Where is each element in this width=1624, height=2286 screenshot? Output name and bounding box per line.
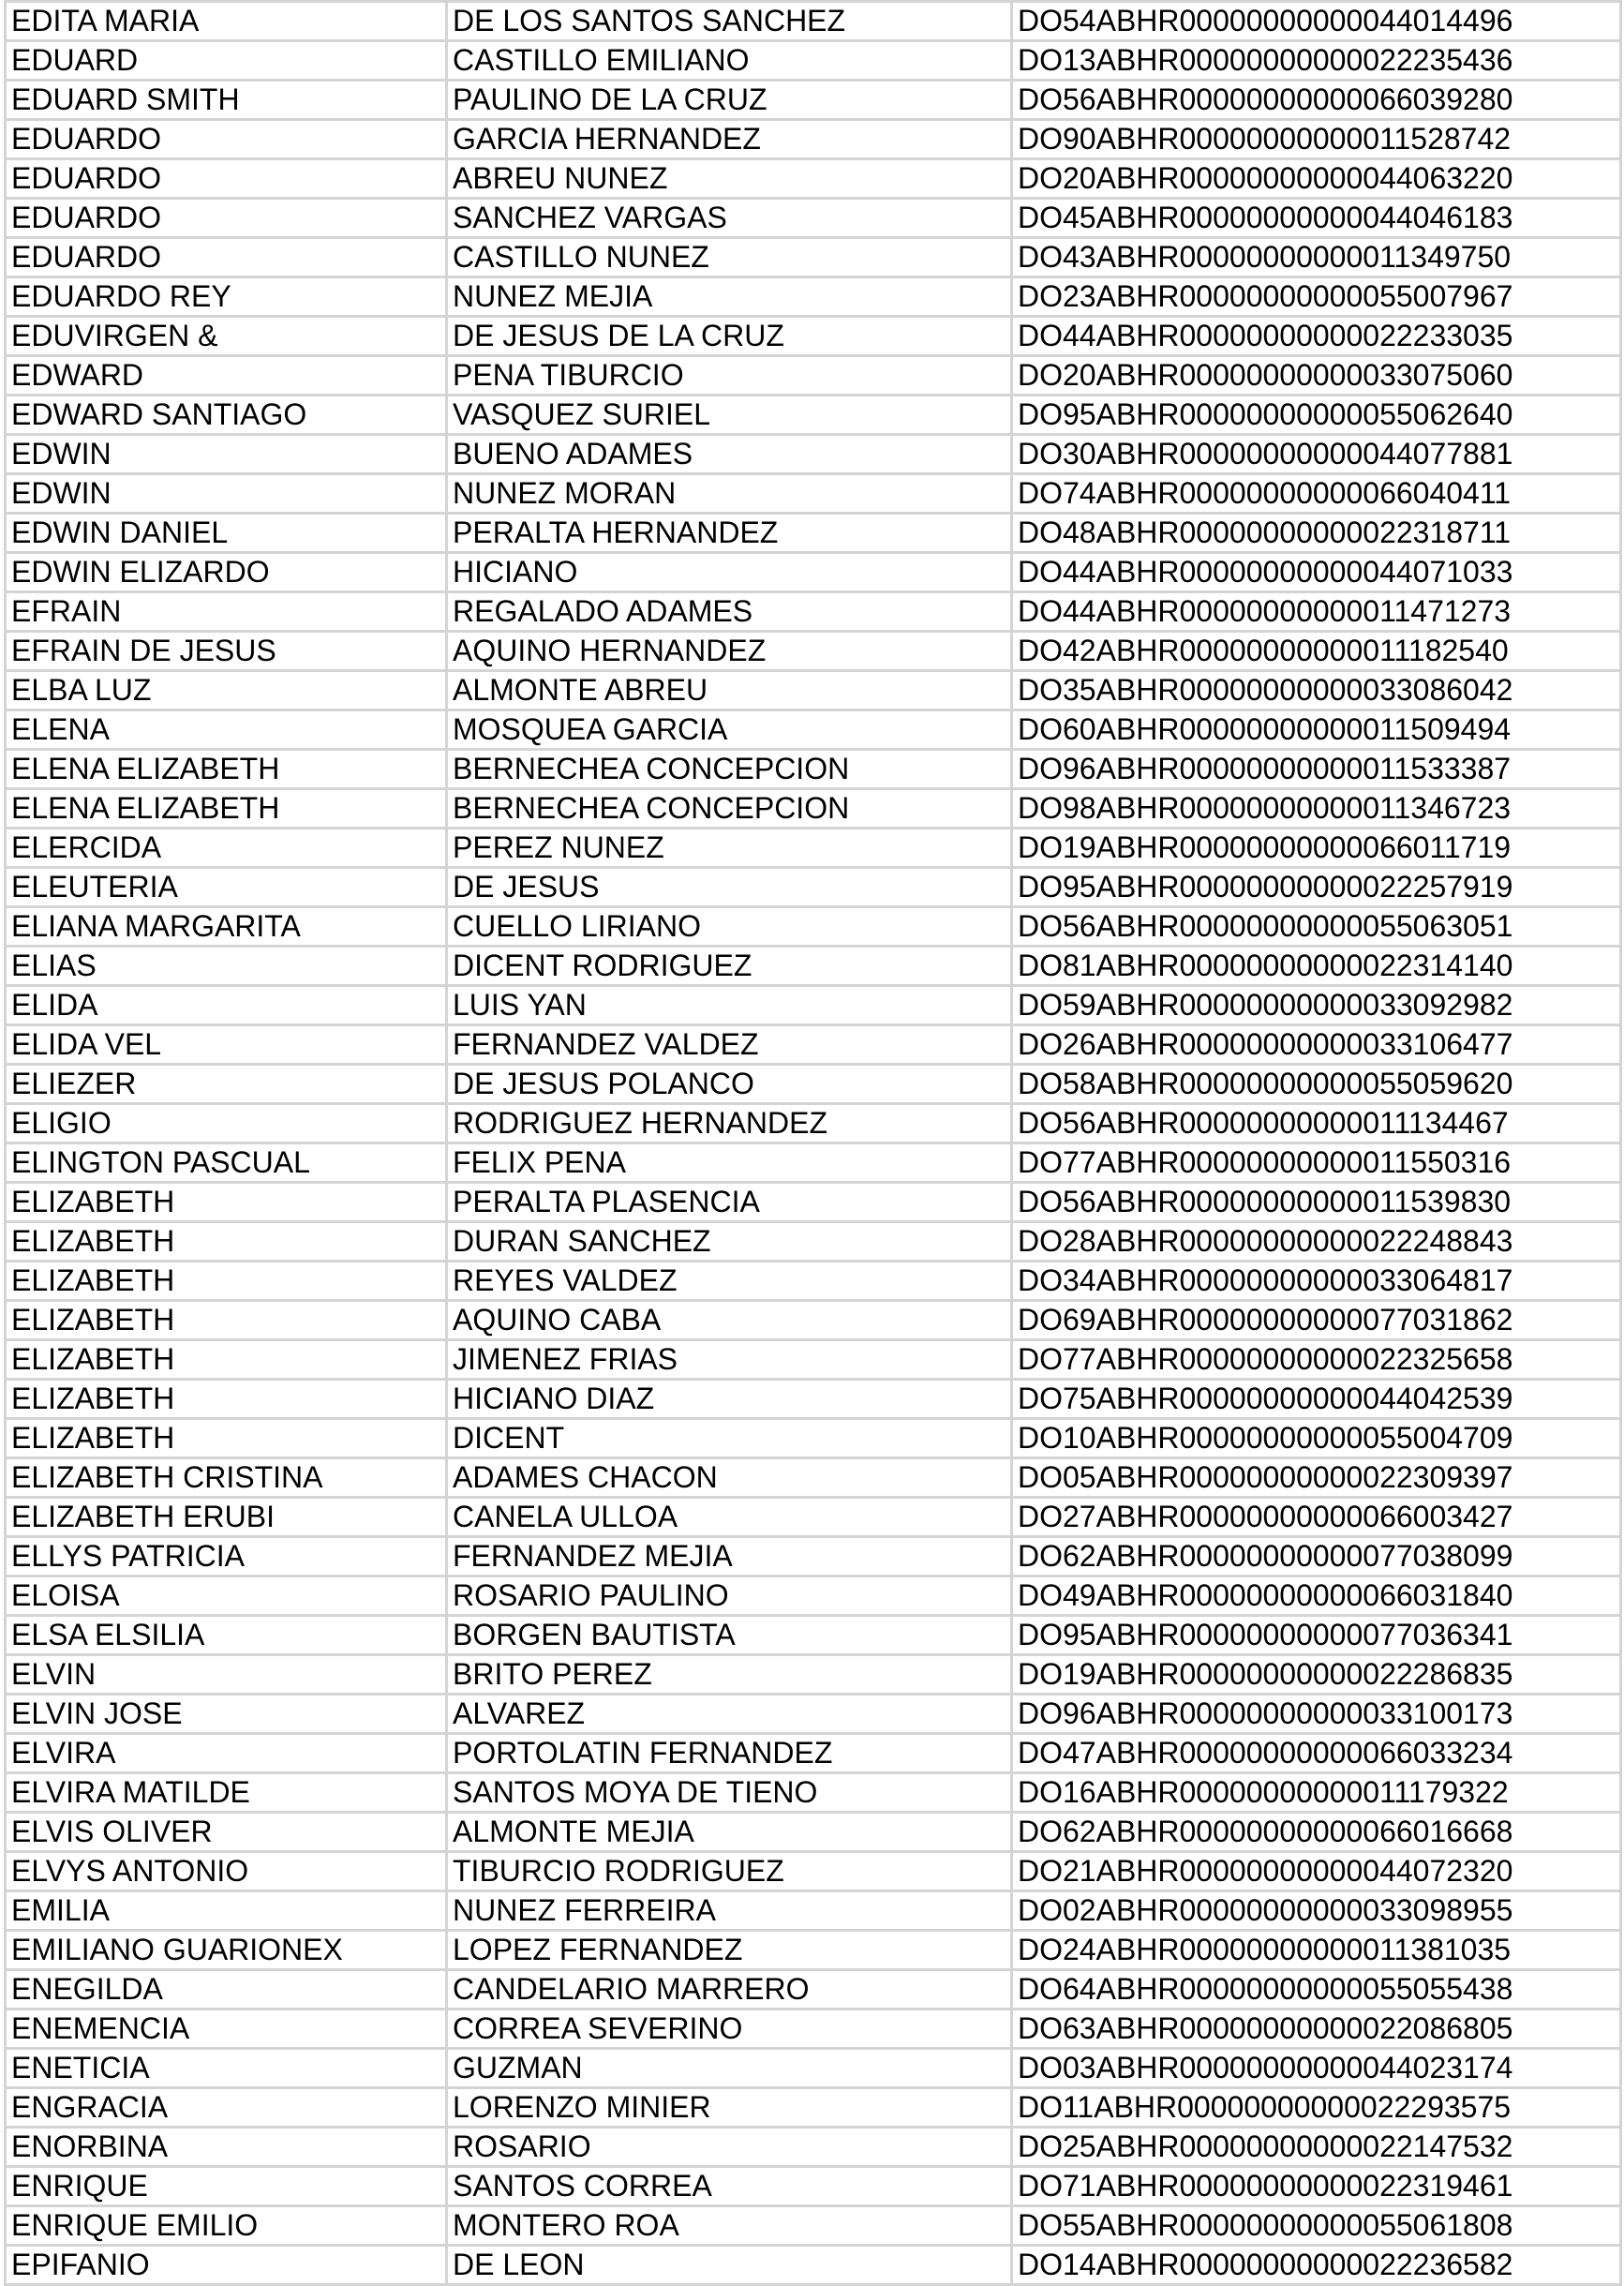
first-name-cell[interactable]: ENETICIA [6,2049,447,2088]
last-name-cell[interactable]: DE JESUS [447,868,1012,907]
table-row [6,317,1621,356]
first-name-cell[interactable]: ELIZABETH [6,1340,447,1380]
first-name-cell[interactable]: EPIFANIO [6,2246,447,2285]
first-name-cell[interactable]: ELIZABETH ERUBI [6,1498,447,1537]
account-number-cell[interactable]: DO60ABHR00000000000011509494 [1012,710,1621,750]
last-name-cell[interactable]: DE LEON [447,2246,1012,2285]
first-name-cell[interactable]: ELIDA VEL [6,1025,447,1065]
table-row [6,1773,1621,1813]
last-name-cell[interactable]: CASTILLO EMILIANO [447,41,1012,81]
last-name-cell[interactable]: ROSARIO PAULINO [447,1576,1012,1616]
first-name-cell[interactable]: ELBA LUZ [6,671,447,710]
account-number-cell[interactable]: DO74ABHR00000000000066040411 [1012,474,1621,514]
first-name-cell[interactable]: EDWARD [6,356,447,396]
account-number-cell[interactable]: DO98ABHR00000000000011346723 [1012,789,1621,829]
first-name-cell[interactable]: ELIZABETH [6,1262,447,1301]
last-name-cell[interactable]: DICENT RODRIGUEZ [447,947,1012,986]
account-number-cell[interactable]: DO47ABHR00000000000066033234 [1012,1734,1621,1773]
account-number-cell[interactable]: DO44ABHR00000000000011471273 [1012,592,1621,632]
first-name-cell[interactable]: ELENA [6,710,447,750]
last-name-cell[interactable]: ALMONTE ABREU [447,671,1012,710]
last-name-cell[interactable]: SANTOS CORREA [447,2167,1012,2206]
last-name-cell[interactable]: FERNANDEZ MEJIA [447,1537,1012,1576]
first-name-cell[interactable]: ELVIN JOSE [6,1695,447,1734]
account-number-cell[interactable]: DO03ABHR00000000000044023174 [1012,2049,1621,2088]
first-name-cell[interactable]: ENRIQUE EMILIO [6,2206,447,2246]
first-name-cell[interactable]: EDWIN [6,435,447,474]
table-row [6,1734,1621,1773]
table-row [6,1380,1621,1419]
table-row [6,396,1621,435]
table-row [6,238,1621,277]
table-row [6,1065,1621,1104]
first-name-cell[interactable]: EDUARDO [6,120,447,159]
accounts-table [4,0,1622,2286]
table-row [6,1498,1621,1537]
last-name-cell[interactable]: CASTILLO NUNEZ [447,238,1012,277]
first-name-cell[interactable]: ELIANA MARGARITA [6,907,447,947]
first-name-cell[interactable]: ENGRACIA [6,2088,447,2128]
first-name-cell[interactable]: ELIAS [6,947,447,986]
last-name-cell[interactable]: CORREA SEVERINO [447,2010,1012,2049]
account-number-cell[interactable]: DO69ABHR00000000000077031862 [1012,1301,1621,1340]
table-row [6,553,1621,592]
table-row [6,2246,1621,2285]
last-name-cell[interactable]: LORENZO MINIER [447,2088,1012,2128]
account-number-cell[interactable]: DO90ABHR00000000000011528742 [1012,120,1621,159]
account-number-cell[interactable]: DO35ABHR00000000000033086042 [1012,671,1621,710]
account-number-cell[interactable]: DO95ABHR00000000000077036341 [1012,1616,1621,1655]
last-name-cell[interactable]: JIMENEZ FRIAS [447,1340,1012,1380]
account-number-cell[interactable]: DO77ABHR00000000000011550316 [1012,1143,1621,1183]
account-number-cell[interactable]: DO56ABHR00000000000011539830 [1012,1183,1621,1222]
table-row [6,435,1621,474]
first-name-cell[interactable]: EDUARDO [6,159,447,199]
account-number-cell[interactable]: DO81ABHR00000000000022314140 [1012,947,1621,986]
last-name-cell[interactable]: SANTOS MOYA DE TIENO [447,1773,1012,1813]
last-name-cell[interactable]: BORGEN BAUTISTA [447,1616,1012,1655]
account-number-cell[interactable]: DO05ABHR00000000000022309397 [1012,1458,1621,1498]
table-row [6,907,1621,947]
last-name-cell[interactable]: DE JESUS POLANCO [447,1065,1012,1104]
last-name-cell[interactable]: FERNANDEZ VALDEZ [447,1025,1012,1065]
first-name-cell[interactable]: ELIEZER [6,1065,447,1104]
table-row [6,1537,1621,1576]
table-row [6,159,1621,199]
table-row [6,1576,1621,1616]
first-name-cell[interactable]: EDUARDO REY [6,277,447,317]
first-name-cell[interactable]: ELIZABETH [6,1419,447,1458]
last-name-cell[interactable]: DURAN SANCHEZ [447,1222,1012,1262]
table-row [6,1301,1621,1340]
last-name-cell[interactable]: LUIS YAN [447,986,1012,1025]
account-number-cell[interactable]: DO16ABHR00000000000011179322 [1012,1773,1621,1813]
table-row [6,632,1621,671]
account-number-cell[interactable]: DO54ABHR00000000000044014496 [1012,2,1621,41]
first-name-cell[interactable]: ELVIS OLIVER [6,1813,447,1852]
last-name-cell[interactable]: PEREZ NUNEZ [447,829,1012,868]
last-name-cell[interactable]: DICENT [447,1419,1012,1458]
account-number-cell[interactable]: DO02ABHR00000000000033098955 [1012,1891,1621,1931]
table-row [6,947,1621,986]
table-row [6,1262,1621,1301]
last-name-cell[interactable]: REGALADO ADAMES [447,592,1012,632]
last-name-cell[interactable]: ADAMES CHACON [447,1458,1012,1498]
table-row [6,1222,1621,1262]
first-name-cell[interactable]: ELIZABETH CRISTINA [6,1458,447,1498]
table-row [6,671,1621,710]
first-name-cell[interactable]: EMILIANO GUARIONEX [6,1931,447,1970]
last-name-cell[interactable]: RODRIGUEZ HERNANDEZ [447,1104,1012,1143]
first-name-cell[interactable]: ELVYS ANTONIO [6,1852,447,1891]
last-name-cell[interactable]: HICIANO [447,553,1012,592]
first-name-cell[interactable]: ELIZABETH [6,1301,447,1340]
table-row [6,789,1621,829]
table-row [6,514,1621,553]
accounts-table-body [6,2,1621,2285]
account-number-cell[interactable]: DO62ABHR00000000000066016668 [1012,1813,1621,1852]
table-row [6,2049,1621,2088]
last-name-cell[interactable]: REYES VALDEZ [447,1262,1012,1301]
first-name-cell[interactable]: EFRAIN DE JESUS [6,632,447,671]
table-row [6,2,1621,41]
table-row [6,1419,1621,1458]
table-row [6,1104,1621,1143]
first-name-cell[interactable]: ELVIRA [6,1734,447,1773]
account-number-cell[interactable]: DO63ABHR00000000000022086805 [1012,2010,1621,2049]
last-name-cell[interactable]: SANCHEZ VARGAS [447,199,1012,238]
account-number-cell[interactable]: DO44ABHR00000000000022233035 [1012,317,1621,356]
first-name-cell[interactable]: EFRAIN [6,592,447,632]
first-name-cell[interactable]: ELINGTON PASCUAL [6,1143,447,1183]
table-row [6,1970,1621,2010]
account-number-cell[interactable]: DO27ABHR00000000000066003427 [1012,1498,1621,1537]
last-name-cell[interactable]: ALVAREZ [447,1695,1012,1734]
account-number-cell[interactable]: DO23ABHR00000000000055007967 [1012,277,1621,317]
first-name-cell[interactable]: ELVIRA MATILDE [6,1773,447,1813]
table-row [6,120,1621,159]
table-row [6,1891,1621,1931]
table-row [6,81,1621,120]
last-name-cell[interactable]: BUENO ADAMES [447,435,1012,474]
account-number-cell[interactable]: DO28ABHR00000000000022248843 [1012,1222,1621,1262]
table-row [6,710,1621,750]
account-number-cell[interactable]: DO95ABHR00000000000022257919 [1012,868,1621,907]
account-number-cell[interactable]: DO30ABHR00000000000044077881 [1012,435,1621,474]
table-row [6,1340,1621,1380]
account-number-cell[interactable]: DO10ABHR00000000000055004709 [1012,1419,1621,1458]
account-number-cell[interactable]: DO26ABHR00000000000033106477 [1012,1025,1621,1065]
table-row [6,2206,1621,2246]
table-row [6,868,1621,907]
first-name-cell[interactable]: ELENA ELIZABETH [6,750,447,789]
last-name-cell[interactable]: GARCIA HERNANDEZ [447,120,1012,159]
first-name-cell[interactable]: ELIZABETH [6,1183,447,1222]
first-name-cell[interactable]: EDUARD SMITH [6,81,447,120]
account-number-cell[interactable]: DO58ABHR00000000000055059620 [1012,1065,1621,1104]
account-number-cell[interactable]: DO19ABHR00000000000022286835 [1012,1655,1621,1695]
last-name-cell[interactable]: CUELLO LIRIANO [447,907,1012,947]
table-row [6,277,1621,317]
last-name-cell[interactable]: ABREU NUNEZ [447,159,1012,199]
account-number-cell[interactable]: DO42ABHR00000000000011182540 [1012,632,1621,671]
last-name-cell[interactable]: CANDELARIO MARRERO [447,1970,1012,2010]
first-name-cell[interactable]: ENRIQUE [6,2167,447,2206]
first-name-cell[interactable]: ENEGILDA [6,1970,447,2010]
table-row [6,1025,1621,1065]
account-number-cell[interactable]: DO14ABHR00000000000022236582 [1012,2246,1621,2285]
last-name-cell[interactable]: BRITO PEREZ [447,1655,1012,1695]
account-number-cell[interactable]: DO56ABHR00000000000055063051 [1012,907,1621,947]
first-name-cell[interactable]: EDWIN [6,474,447,514]
first-name-cell[interactable]: ENEMENCIA [6,2010,447,2049]
first-name-cell[interactable]: EDWARD SANTIAGO [6,396,447,435]
first-name-cell[interactable]: ENORBINA [6,2128,447,2167]
account-number-cell[interactable]: DO71ABHR00000000000022319461 [1012,2167,1621,2206]
first-name-cell[interactable]: ELENA ELIZABETH [6,789,447,829]
last-name-cell[interactable]: AQUINO HERNANDEZ [447,632,1012,671]
first-name-cell[interactable]: ELOISA [6,1576,447,1616]
account-number-cell[interactable]: DO19ABHR00000000000066011719 [1012,829,1621,868]
account-number-cell[interactable]: DO49ABHR00000000000066031840 [1012,1576,1621,1616]
first-name-cell[interactable]: EDWIN ELIZARDO [6,553,447,592]
first-name-cell[interactable]: EDITA MARIA [6,2,447,41]
first-name-cell[interactable]: ELIDA [6,986,447,1025]
first-name-cell[interactable]: ELLYS PATRICIA [6,1537,447,1576]
first-name-cell[interactable]: EDUARDO [6,238,447,277]
account-number-cell[interactable]: DO44ABHR00000000000044071033 [1012,553,1621,592]
account-number-cell[interactable]: DO20ABHR00000000000044063220 [1012,159,1621,199]
table-row [6,1931,1621,1970]
account-number-cell[interactable]: DO34ABHR00000000000033064817 [1012,1262,1621,1301]
first-name-cell[interactable]: ELVIN [6,1655,447,1695]
account-number-cell[interactable]: DO43ABHR00000000000011349750 [1012,238,1621,277]
account-number-cell[interactable]: DO13ABHR00000000000022235436 [1012,41,1621,81]
first-name-cell[interactable]: EDUVIRGEN & [6,317,447,356]
last-name-cell[interactable]: DE LOS SANTOS SANCHEZ [447,2,1012,41]
table-row [6,1655,1621,1695]
account-number-cell[interactable]: DO96ABHR00000000000011533387 [1012,750,1621,789]
last-name-cell[interactable]: MONTERO ROA [447,2206,1012,2246]
table-row [6,1813,1621,1852]
account-number-cell[interactable]: DO11ABHR00000000000022293575 [1012,2088,1621,2128]
table-row [6,1852,1621,1891]
account-number-cell[interactable]: DO25ABHR00000000000022147532 [1012,2128,1621,2167]
account-number-cell[interactable]: DO55ABHR00000000000055061808 [1012,2206,1621,2246]
first-name-cell[interactable]: ELSA ELSILIA [6,1616,447,1655]
table-row [6,41,1621,81]
last-name-cell[interactable]: ALMONTE MEJIA [447,1813,1012,1852]
last-name-cell[interactable]: ROSARIO [447,2128,1012,2167]
last-name-cell[interactable]: FELIX PENA [447,1143,1012,1183]
account-number-cell[interactable]: DO77ABHR00000000000022325658 [1012,1340,1621,1380]
first-name-cell[interactable]: EMILIA [6,1891,447,1931]
first-name-cell[interactable]: ELIZABETH [6,1222,447,1262]
account-number-cell[interactable]: DO20ABHR00000000000033075060 [1012,356,1621,396]
last-name-cell[interactable]: CANELA ULLOA [447,1498,1012,1537]
last-name-cell[interactable]: PORTOLATIN FERNANDEZ [447,1734,1012,1773]
last-name-cell[interactable]: PERALTA HERNANDEZ [447,514,1012,553]
account-number-cell[interactable]: DO48ABHR00000000000022318711 [1012,514,1621,553]
table-row [6,1695,1621,1734]
table-row [6,2128,1621,2167]
first-name-cell[interactable]: EDWIN DANIEL [6,514,447,553]
last-name-cell[interactable]: AQUINO CABA [447,1301,1012,1340]
account-number-cell[interactable]: DO56ABHR00000000000011134467 [1012,1104,1621,1143]
last-name-cell[interactable]: GUZMAN [447,2049,1012,2088]
account-number-cell[interactable]: DO56ABHR00000000000066039280 [1012,81,1621,120]
table-row [6,2167,1621,2206]
table-row [6,986,1621,1025]
first-name-cell[interactable]: ELIGIO [6,1104,447,1143]
first-name-cell[interactable]: ELIZABETH [6,1380,447,1419]
table-row [6,2088,1621,2128]
last-name-cell[interactable]: HICIANO DIAZ [447,1380,1012,1419]
last-name-cell[interactable]: NUNEZ FERREIRA [447,1891,1012,1931]
first-name-cell[interactable]: EDUARD [6,41,447,81]
table-row [6,1616,1621,1655]
last-name-cell[interactable]: BERNECHEA CONCEPCION [447,750,1012,789]
table-row [6,1183,1621,1222]
table-row [6,750,1621,789]
table-row [6,829,1621,868]
last-name-cell[interactable]: VASQUEZ SURIEL [447,396,1012,435]
last-name-cell[interactable]: DE JESUS DE LA CRUZ [447,317,1012,356]
last-name-cell[interactable]: NUNEZ MORAN [447,474,1012,514]
account-number-cell[interactable]: DO64ABHR00000000000055055438 [1012,1970,1621,2010]
last-name-cell[interactable]: PAULINO DE LA CRUZ [447,81,1012,120]
table-row [6,592,1621,632]
last-name-cell[interactable]: PERALTA PLASENCIA [447,1183,1012,1222]
table-row [6,199,1621,238]
table-row [6,2010,1621,2049]
account-number-cell[interactable]: DO75ABHR00000000000044042539 [1012,1380,1621,1419]
first-name-cell[interactable]: ELEUTERIA [6,868,447,907]
last-name-cell[interactable]: BERNECHEA CONCEPCION [447,789,1012,829]
first-name-cell[interactable]: EDUARDO [6,199,447,238]
last-name-cell[interactable]: LOPEZ FERNANDEZ [447,1931,1012,1970]
table-row [6,474,1621,514]
table-row [6,356,1621,396]
account-number-cell[interactable]: DO96ABHR00000000000033100173 [1012,1695,1621,1734]
account-number-cell[interactable]: DO21ABHR00000000000044072320 [1012,1852,1621,1891]
account-number-cell[interactable]: DO24ABHR00000000000011381035 [1012,1931,1621,1970]
first-name-cell[interactable]: ELERCIDA [6,829,447,868]
account-number-cell[interactable]: DO59ABHR00000000000033092982 [1012,986,1621,1025]
last-name-cell[interactable]: PENA TIBURCIO [447,356,1012,396]
last-name-cell[interactable]: NUNEZ MEJIA [447,277,1012,317]
table-row [6,1458,1621,1498]
last-name-cell[interactable]: TIBURCIO RODRIGUEZ [447,1852,1012,1891]
table-row [6,1143,1621,1183]
last-name-cell[interactable]: MOSQUEA GARCIA [447,710,1012,750]
account-number-cell[interactable]: DO45ABHR00000000000044046183 [1012,199,1621,238]
account-number-cell[interactable]: DO62ABHR00000000000077038099 [1012,1537,1621,1576]
account-number-cell[interactable]: DO95ABHR00000000000055062640 [1012,396,1621,435]
